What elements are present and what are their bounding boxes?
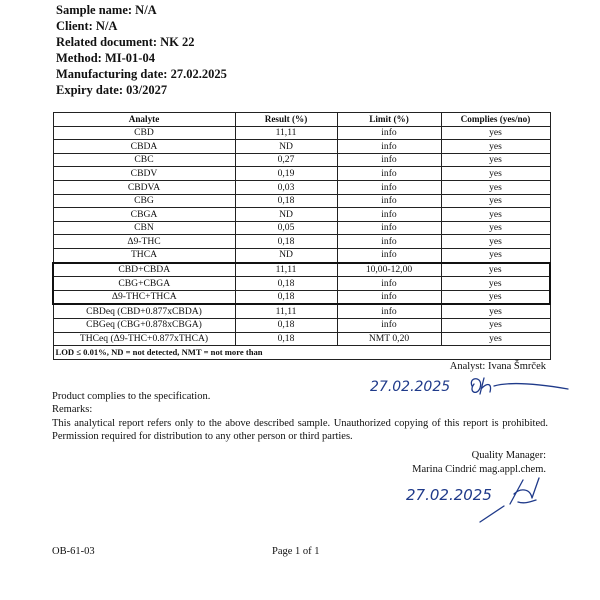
cell-complies: yes <box>441 153 550 167</box>
cell-limit: info <box>337 194 441 208</box>
cell-result: ND <box>235 248 337 262</box>
quality-manager-signature-date: 27.02.2025 <box>406 486 492 504</box>
cell-complies: yes <box>441 126 550 140</box>
cell-result: 0,27 <box>235 153 337 167</box>
method: Method: MI-01-04 <box>56 51 155 65</box>
cell-analyte: THCA <box>53 248 235 262</box>
header-limit: Limit (%) <box>337 113 441 127</box>
cell-complies: yes <box>441 208 550 222</box>
cell-result: ND <box>235 140 337 154</box>
results-table <box>52 112 551 360</box>
quality-manager-block <box>412 449 546 477</box>
cell-result: 0,18 <box>235 277 337 291</box>
table-row <box>53 167 550 181</box>
cell-result: 0,18 <box>235 332 337 346</box>
cell-limit: info <box>337 304 441 318</box>
cell-result: 0,18 <box>235 235 337 249</box>
cell-analyte: CBDVA <box>53 180 235 194</box>
analyst-signature-date: 27.02.2025 <box>370 379 451 395</box>
cell-analyte: Δ9-THC+THCA <box>53 290 235 304</box>
header-analyte: Analyte <box>53 113 235 127</box>
table-row <box>53 318 550 332</box>
cell-complies: yes <box>441 263 550 277</box>
cell-limit: info <box>337 167 441 181</box>
cell-result: 11,11 <box>235 126 337 140</box>
cell-result: ND <box>235 208 337 222</box>
header-complies: Complies (yes/no) <box>441 113 550 127</box>
cell-limit: info <box>337 208 441 222</box>
cell-analyte: CBG <box>53 194 235 208</box>
cell-limit: info <box>337 180 441 194</box>
table-footnote: LOD ≤ 0.01%, ND = not detected, NMT = not more than <box>53 346 550 360</box>
cell-analyte: Δ9-THC <box>53 235 235 249</box>
cell-limit: info <box>337 126 441 140</box>
client: Client: N/A <box>56 19 118 33</box>
cell-complies: yes <box>441 140 550 154</box>
report-body <box>52 390 548 443</box>
footnote-row <box>53 346 550 360</box>
page-number: Page 1 of 1 <box>272 546 320 557</box>
cell-limit: info <box>337 235 441 249</box>
cell-complies: yes <box>441 194 550 208</box>
cell-limit: info <box>337 248 441 262</box>
table-header-row <box>53 113 550 127</box>
cell-limit: NMT 0,20 <box>337 332 441 346</box>
cell-result: 0,19 <box>235 167 337 181</box>
table-row <box>53 235 550 249</box>
cell-result: 0,05 <box>235 221 337 235</box>
quality-manager-title: Quality Manager: <box>471 450 546 461</box>
expiry-date: Expiry date: 03/2027 <box>56 83 168 97</box>
cell-analyte: CBDeq (CBD+0.877xCBDA) <box>53 304 235 318</box>
cell-complies: yes <box>441 332 550 346</box>
table-row <box>53 126 550 140</box>
table-row <box>53 153 550 167</box>
sample-info <box>56 2 227 98</box>
cell-analyte: CBGA <box>53 208 235 222</box>
cell-limit: info <box>337 221 441 235</box>
table-row <box>53 208 550 222</box>
cell-analyte: CBN <box>53 221 235 235</box>
cell-result: 11,11 <box>235 263 337 277</box>
cell-complies: yes <box>441 235 550 249</box>
sample-name: Sample name: N/A <box>56 3 157 17</box>
table-body <box>53 126 550 346</box>
cell-limit: 10,00-12,00 <box>337 263 441 277</box>
cell-complies: yes <box>441 167 550 181</box>
cell-result: 0,18 <box>235 194 337 208</box>
table-row <box>53 248 550 262</box>
cell-complies: yes <box>441 304 550 318</box>
cell-analyte: CBG+CBGA <box>53 277 235 291</box>
disclaimer-text: This analytical report refers only to the above described sample. Unauthorized copying of this report is prohibited. Permission required for distribution to any other person or third parties. <box>52 417 548 442</box>
cell-analyte: THCeq (Δ9-THC+0.877xTHCA) <box>53 332 235 346</box>
table-row <box>53 140 550 154</box>
quality-manager-name: Marina Cindrić mag.appl.chem. <box>412 464 546 475</box>
table-row <box>53 332 550 346</box>
cell-limit: info <box>337 318 441 332</box>
cell-result: 0,18 <box>235 290 337 304</box>
cell-result: 0,18 <box>235 318 337 332</box>
cell-complies: yes <box>441 290 550 304</box>
quality-manager-signature <box>404 474 554 526</box>
cell-result: 11,11 <box>235 304 337 318</box>
table-row <box>53 290 550 304</box>
table-row <box>53 180 550 194</box>
remarks-label: Remarks: <box>52 404 93 416</box>
cell-analyte: CBDV <box>53 167 235 181</box>
cell-complies: yes <box>441 180 550 194</box>
cell-analyte: CBD+CBDA <box>53 263 235 277</box>
cell-complies: yes <box>441 248 550 262</box>
cell-limit: info <box>337 290 441 304</box>
cell-limit: info <box>337 140 441 154</box>
cell-limit: info <box>337 153 441 167</box>
manufacturing-date: Manufacturing date: 27.02.2025 <box>56 67 227 81</box>
cell-complies: yes <box>441 318 550 332</box>
cell-complies: yes <box>441 221 550 235</box>
table-row <box>53 221 550 235</box>
table-row <box>53 277 550 291</box>
cell-analyte: CBDA <box>53 140 235 154</box>
header-result: Result (%) <box>235 113 337 127</box>
document-code: OB-61-03 <box>52 546 95 557</box>
cell-analyte: CBD <box>53 126 235 140</box>
table-row <box>53 194 550 208</box>
cell-analyte: CBC <box>53 153 235 167</box>
cell-complies: yes <box>441 277 550 291</box>
compliance-statement: Product complies to the specification. <box>52 391 211 402</box>
table-row <box>53 304 550 318</box>
cell-result: 0,03 <box>235 180 337 194</box>
cell-limit: info <box>337 277 441 291</box>
cell-analyte: CBGeq (CBG+0.878xCBGA) <box>53 318 235 332</box>
table-row <box>53 263 550 277</box>
analyst-label: Analyst: Ivana Šmrček <box>449 361 546 372</box>
related-document: Related document: NK 22 <box>56 35 195 49</box>
